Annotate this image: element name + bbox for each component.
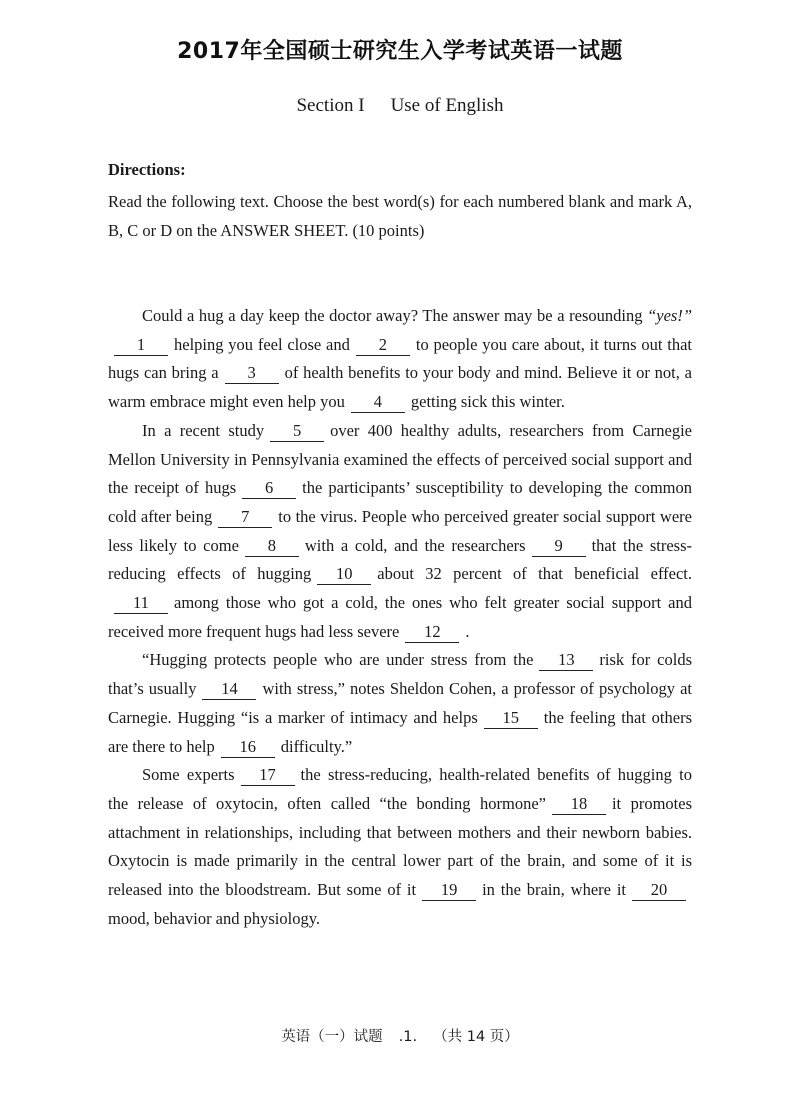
section-label: Section I — [296, 95, 365, 116]
blank-4: 4 — [351, 392, 405, 413]
text: in the brain, where it — [482, 880, 626, 900]
text: the participants’ susceptibility to developing the common cold after being — [108, 478, 692, 526]
text: over 400 healthy adults, researchers from Carnegie Mellon University in Pennsylvania examined the effects of perceived social support and the receipt of hugs — [108, 420, 693, 498]
text: with stress,” notes Sheldon Cohen, a professor of psychology at Carnegie. Hugging “is a marker of intimacy and helps — [108, 679, 692, 727]
blank-3: 3 — [225, 363, 279, 384]
text-italic: “yes!” — [647, 306, 692, 325]
blank-11: 11 — [114, 593, 168, 614]
paragraph-4 — [108, 761, 692, 933]
text: among those who got a cold, the ones who felt greater social support and received more frequent hugs had less severe — [108, 593, 692, 641]
text: the stress-reducing, health-related benefits of hugging to the release of oxytocin, often called “the bonding hormone” — [108, 765, 693, 813]
footer-page-number: .1. — [398, 1029, 418, 1045]
footer-subject: 英语（一）试题 — [281, 1029, 383, 1045]
text: getting sick this winter. — [410, 392, 565, 412]
text: it promotes attachment in relationships, including that between mothers and their newborn babies. Oxytocin is made primarily in the central lower part of the brain, and some of it is released into the bloodstream. But some of it — [108, 793, 692, 900]
section-name: Use of English — [390, 95, 504, 116]
blank-1: 1 — [114, 335, 168, 356]
blank-19: 19 — [422, 880, 476, 901]
text: to the virus. People who perceived greater social support were less likely to come — [108, 506, 692, 555]
blank-10: 10 — [317, 564, 371, 585]
paragraph-3 — [108, 646, 692, 761]
blank-15: 15 — [484, 708, 538, 729]
footer-total-pages: （共 14 页） — [433, 1029, 519, 1045]
text: Could a hug a day keep the doctor away? The answer may be a resounding — [142, 306, 648, 325]
text: “Hugging protects people who are under stress from the — [142, 650, 534, 670]
directions-heading: Directions: — [108, 160, 186, 179]
text: that the stress-reducing effects of hugging — [108, 535, 692, 584]
blank-7: 7 — [218, 507, 272, 528]
text: the feeling that others are there to help — [108, 707, 692, 756]
blank-9: 9 — [532, 536, 586, 557]
paragraph-1 — [108, 302, 692, 417]
text: with a cold, and the researchers — [304, 535, 526, 555]
blank-13: 13 — [539, 650, 593, 671]
text: . — [465, 621, 470, 641]
text: helping you feel close and — [174, 334, 350, 354]
text: In a recent study — [142, 420, 265, 440]
text: to people you care about, it turns out that hugs can bring a — [108, 334, 692, 383]
blank-20: 20 — [632, 880, 686, 901]
text: Some experts — [142, 765, 235, 785]
blank-18: 18 — [552, 794, 606, 815]
text: about 32 percent of that beneficial effect. — [377, 564, 692, 584]
blank-12: 12 — [405, 622, 459, 643]
directions-text: Read the following text. Choose the best word(s) for each numbered blank and mark A, B, C or D on the ANSWER SHEET. (10 points) — [108, 192, 692, 240]
text: of health benefits to your body and mind. Believe it or not, a warm embrace might even help you — [108, 363, 692, 412]
page-footer — [0, 1025, 800, 1046]
text: mood, behavior and physiology. — [108, 908, 321, 928]
blank-16: 16 — [221, 737, 275, 758]
text: risk for colds that’s usually — [108, 650, 692, 699]
blank-5: 5 — [270, 421, 324, 442]
blank-6: 6 — [242, 478, 296, 499]
paragraph-2 — [108, 417, 692, 647]
passage — [108, 302, 692, 933]
blank-8: 8 — [245, 536, 299, 557]
section-heading — [0, 95, 800, 117]
text: difficulty.” — [280, 736, 353, 756]
page-title: 2017年全国硕士研究生入学考试英语一试题 — [177, 39, 623, 64]
blank-2: 2 — [356, 335, 410, 356]
blank-14: 14 — [202, 679, 256, 700]
blank-17: 17 — [241, 765, 295, 786]
